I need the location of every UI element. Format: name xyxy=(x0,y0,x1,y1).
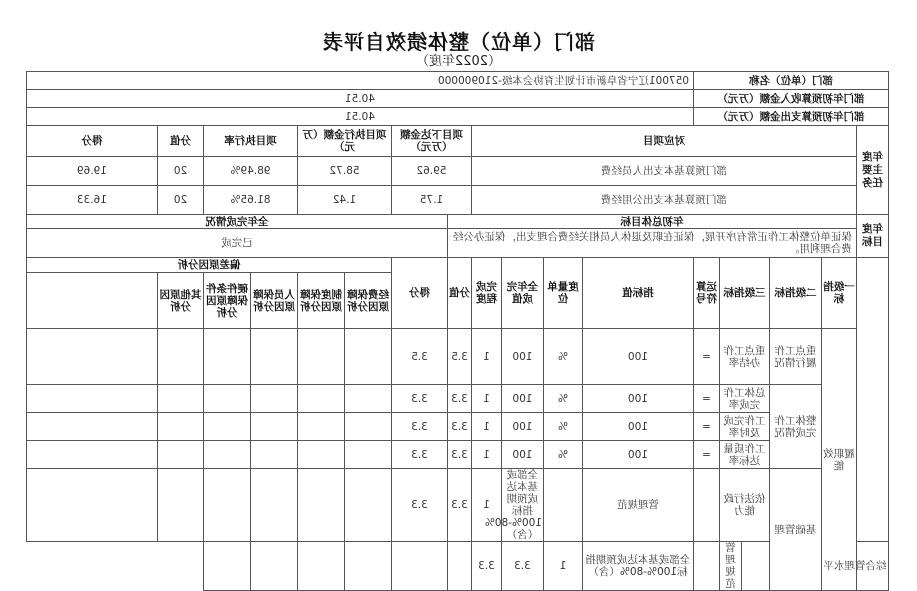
indicators-header-actual: 全年完成值 xyxy=(502,258,544,329)
indicator-improvement-cell xyxy=(204,542,251,591)
indicator-funding-cell xyxy=(345,441,392,469)
indicator-staff-cell xyxy=(251,329,298,385)
indicator-completion: 1 xyxy=(472,413,502,441)
indicator-unit: % xyxy=(544,385,583,413)
unit-name-value: 057001辽宁省阜新市计划生育协会本级-210900000 xyxy=(26,72,693,90)
indicator-weight: 3.3 xyxy=(448,385,472,413)
indicator-completion: 1 xyxy=(472,329,502,385)
goals-overall-label: 年初总体目标 xyxy=(448,215,857,229)
goals-header-row xyxy=(26,215,888,229)
indicator-level3: 依法行政能力 xyxy=(720,469,770,542)
indicators-header-score: 得分 xyxy=(392,258,448,329)
table-row xyxy=(26,469,888,542)
indicator-system-cell xyxy=(298,469,345,542)
indicator-actual: 100 xyxy=(502,385,544,413)
indicator-system-cell xyxy=(298,329,345,385)
indicator-operator: = xyxy=(694,329,720,385)
indicator-score: 3.3 xyxy=(392,385,448,413)
table-row xyxy=(26,385,888,413)
task-issued: 59.62 xyxy=(392,157,472,186)
indicator-improvement-cell xyxy=(26,329,157,385)
indicator-other-cell xyxy=(251,542,298,591)
budget-expense-value: 40.51 xyxy=(26,108,693,126)
indicator-level2: 基础管理 xyxy=(770,469,822,591)
table-row xyxy=(26,542,888,591)
tasks-header-issued: 项目下达金额（万元） xyxy=(392,126,472,157)
task-rate: 98.49% xyxy=(204,157,298,186)
indicator-score: 3.3 xyxy=(472,542,502,591)
unit-name-row xyxy=(26,72,888,90)
indicator-staff-cell xyxy=(345,542,392,591)
indicator-target: 100 xyxy=(583,329,694,385)
indicator-hardware-cell xyxy=(204,385,251,413)
indicator-funding-cell xyxy=(345,413,392,441)
indicator-operator: = xyxy=(694,441,720,469)
indicator-completion: 1 xyxy=(472,469,502,542)
indicator-unit: % xyxy=(544,441,583,469)
indicator-operator xyxy=(742,542,770,591)
budget-expense-label: 部门年初预算支出金额（万元） xyxy=(694,108,889,126)
indicator-improvement-cell xyxy=(26,469,157,542)
indicator-other-cell xyxy=(158,413,204,441)
budget-income-label: 部门年初预算收入金额（万元） xyxy=(694,90,889,108)
indicator-level2: 重点工作履行情况 xyxy=(770,329,822,385)
indicator-level1: 履职效能 xyxy=(822,329,857,591)
indicator-staff-cell xyxy=(251,385,298,413)
goals-completion-label: 全年完成情况 xyxy=(26,215,447,229)
indicators-header-deviation: 偏差原因分析 xyxy=(26,258,391,273)
task-rate: 81.65% xyxy=(204,186,298,215)
table-row xyxy=(26,186,888,215)
indicators-header-staff: 人员保障原因分析 xyxy=(251,273,298,329)
budget-expense-row xyxy=(26,108,888,126)
goals-section-label: 年度目标 xyxy=(857,215,889,258)
tasks-header-item: 对应项目 xyxy=(472,126,857,157)
indicator-hardware-cell xyxy=(298,542,345,591)
left-spacer-column xyxy=(857,258,889,542)
indicator-system-cell xyxy=(298,441,345,469)
indicator-staff-cell xyxy=(251,413,298,441)
budget-income-value: 40.51 xyxy=(26,90,693,108)
indicator-actual: 全部或基本达成预期指标100%-80%（含） xyxy=(484,469,542,541)
indicator-level3: 重点工作办结率 xyxy=(720,329,770,385)
budget-income-row xyxy=(26,90,888,108)
task-executed: 58.72 xyxy=(298,157,392,186)
indicators-header-operator: 运算符号 xyxy=(694,258,720,329)
indicator-other-cell xyxy=(158,329,204,385)
goals-completion-text: 已完成 xyxy=(26,229,447,258)
indicator-system-cell xyxy=(298,413,345,441)
indicators-header-level2: 二级指标 xyxy=(770,258,822,329)
indicator-completion: 1 xyxy=(544,542,583,591)
indicator-target: 管理规范 xyxy=(720,542,742,591)
indicators-header-target: 指标值 xyxy=(583,258,694,329)
indicators-header-level3: 三级指标 xyxy=(720,258,770,329)
indicator-unit xyxy=(694,542,720,591)
indicator-hardware-cell xyxy=(204,329,251,385)
indicator-funding-cell xyxy=(345,385,392,413)
indicator-improvement-cell xyxy=(26,385,157,413)
indicator-operator xyxy=(694,469,720,542)
page-subtitle-year: （2022年度） xyxy=(415,54,502,69)
indicator-actual: 全部或基本达成预期指标100%-80%（含） xyxy=(583,542,694,591)
indicator-level3: 综合管理水平 xyxy=(822,542,889,591)
tasks-header-executed: 项目执行金额（万元） xyxy=(298,126,392,157)
indicator-system-cell xyxy=(392,542,448,591)
indicator-level2: 整体工作完成情况 xyxy=(770,385,822,469)
indicator-target: 100 xyxy=(583,385,694,413)
indicators-header-row-1 xyxy=(26,258,888,273)
indicator-score: 3.3 xyxy=(392,441,448,469)
indicator-operator: = xyxy=(694,385,720,413)
indicator-other-cell xyxy=(158,469,204,542)
task-item: 部门预算基本支出人员经费 xyxy=(472,157,857,186)
indicator-completion: 1 xyxy=(472,385,502,413)
indicator-target: 100 xyxy=(583,441,694,469)
indicator-target: 管理规范 xyxy=(583,469,694,542)
indicator-level3: 工作完成及时率 xyxy=(720,413,770,441)
indicator-staff-cell xyxy=(251,469,298,542)
indicator-unit xyxy=(544,469,583,542)
task-weight: 20 xyxy=(158,157,204,186)
indicator-hardware-cell xyxy=(204,469,251,542)
tasks-header-weight: 分值 xyxy=(158,126,204,157)
indicator-funding-cell xyxy=(448,542,472,591)
indicators-header-weight: 分值 xyxy=(448,258,472,329)
indicator-actual: 100 xyxy=(502,329,544,385)
indicator-other-cell xyxy=(158,441,204,469)
table-row xyxy=(26,413,888,441)
task-issued: 1.75 xyxy=(392,186,472,215)
indicator-staff-cell xyxy=(251,441,298,469)
indicator-level3: 工作质量达标率 xyxy=(720,441,770,469)
indicator-weight: 3.3 xyxy=(502,542,544,591)
indicator-actual: 100 xyxy=(502,441,544,469)
indicator-funding-cell xyxy=(345,469,392,542)
indicator-target: 100 xyxy=(583,413,694,441)
indicator-score: 3.3 xyxy=(392,469,448,542)
indicator-score: 3.5 xyxy=(392,329,448,385)
indicator-hardware-cell xyxy=(204,413,251,441)
indicator-unit: % xyxy=(544,329,583,385)
table-row xyxy=(26,157,888,186)
indicator-weight: 3.5 xyxy=(448,329,472,385)
goals-overall-text: 保证单位整体工作正常有序开展，保证在职及退休人员相关经费合理支出，保证办公经费合理利用。 xyxy=(448,229,857,258)
indicator-level3: 总体工作完成率 xyxy=(720,385,770,413)
indicator-operator: = xyxy=(694,413,720,441)
indicator-weight: 3.3 xyxy=(448,413,472,441)
tasks-header-rate: 项目执行率 xyxy=(204,126,298,157)
task-score: 19.69 xyxy=(26,157,157,186)
task-executed: 1.42 xyxy=(298,186,392,215)
task-score: 16.33 xyxy=(26,186,157,215)
indicators-header-level1: 一级指标 xyxy=(822,258,857,329)
indicator-score: 3.3 xyxy=(392,413,448,441)
tasks-header-score: 得分 xyxy=(26,126,157,157)
indicator-unit: % xyxy=(544,413,583,441)
indicators-header-hardware: 硬件条件保障原因分析 xyxy=(204,273,251,329)
indicator-weight: 3.3 xyxy=(448,469,472,542)
tasks-header-row xyxy=(26,126,888,157)
indicator-system-cell xyxy=(298,385,345,413)
indicators-header-funding: 经费保障原因分析 xyxy=(345,273,392,329)
indicator-funding-cell xyxy=(345,329,392,385)
indicators-header-other: 其他原因分析 xyxy=(158,273,204,329)
indicators-header-completion: 完成程度 xyxy=(472,258,502,329)
indicators-header-system: 制度保障原因分析 xyxy=(298,273,345,329)
indicator-hardware-cell xyxy=(204,441,251,469)
table-row xyxy=(26,329,888,385)
unit-name-label: 部门（单位）名称 xyxy=(694,72,889,90)
indicator-actual: 100 xyxy=(502,413,544,441)
task-weight: 20 xyxy=(158,186,204,215)
tasks-section-label: 年度主要任务 xyxy=(857,126,889,215)
indicator-other-cell xyxy=(158,385,204,413)
page-title: 部门（单位）整体绩效自评表 xyxy=(322,30,595,54)
indicator-improvement-cell xyxy=(26,441,157,469)
table-row xyxy=(26,441,888,469)
goals-content-row xyxy=(26,229,888,258)
task-item: 部门预算基本支出公用经费 xyxy=(472,186,857,215)
indicators-header-unit: 度量单位 xyxy=(544,258,583,329)
indicator-completion: 1 xyxy=(472,441,502,469)
indicator-weight: 3.3 xyxy=(448,441,472,469)
evaluation-table xyxy=(26,71,889,591)
indicator-improvement-cell xyxy=(26,413,157,441)
